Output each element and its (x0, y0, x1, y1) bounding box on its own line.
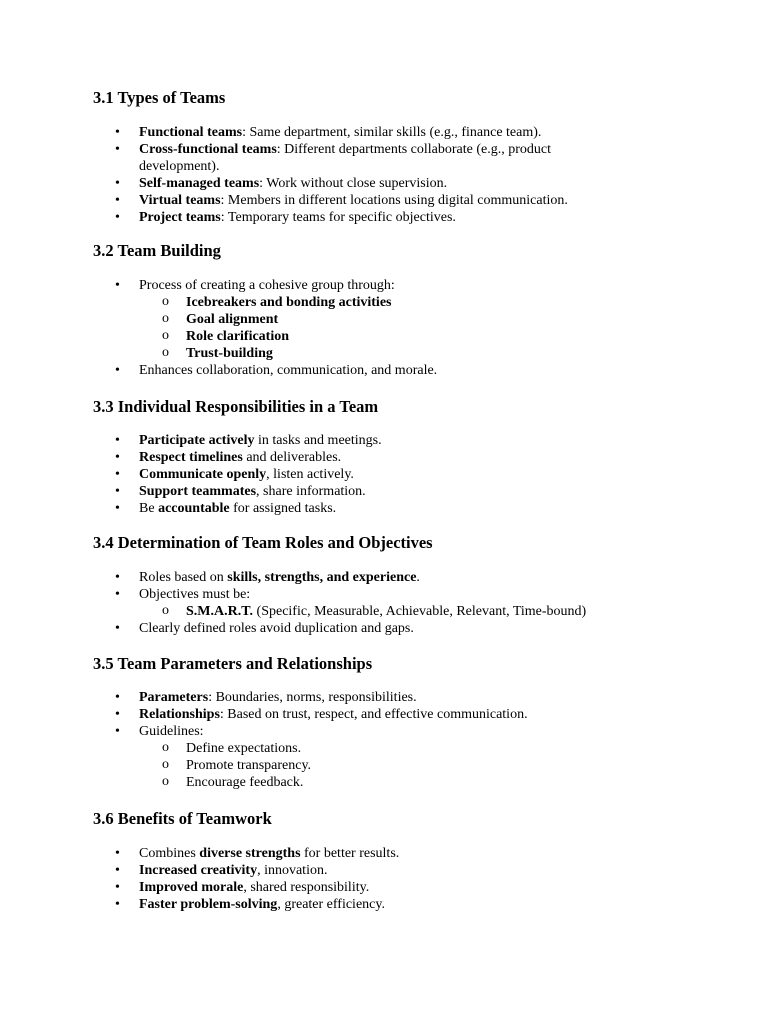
list-item: • Clearly defined roles avoid duplication and gaps. (0, 620, 768, 637)
list-item: • Enhances collaboration, communication, and morale. (0, 362, 768, 379)
list-item: • Functional teams: Same department, similar skills (e.g., finance team). (0, 124, 768, 141)
list-item: • Be accountable for assigned tasks. (0, 500, 768, 517)
sub-list-item: o S.M.A.R.T. (Specific, Measurable, Achievable, Relevant, Time-bound) (0, 603, 768, 620)
bullet-list (0, 432, 768, 517)
list-item: • Respect timelines and deliverables. (0, 449, 768, 466)
list-item: • Cross-functional teams: Different departments collaborate (e.g., product development). (0, 141, 768, 175)
bullet-list (0, 277, 768, 379)
list-item: • Project teams: Temporary teams for specific objectives. (0, 209, 768, 226)
list-item: • Support teammates, share information. (0, 483, 768, 500)
section-heading: 3.5 Team Parameters and Relationships (93, 654, 373, 673)
list-item: • Self-managed teams: Work without close supervision. (0, 175, 768, 192)
sub-list-item: o Promote transparency. (0, 757, 768, 774)
sub-list-item: o Icebreakers and bonding activities (0, 294, 768, 311)
list-item: • Participate actively in tasks and meetings. (0, 432, 768, 449)
list-item: • Relationships: Based on trust, respect, and effective communication. (0, 706, 768, 723)
list-item: • Virtual teams: Members in different locations using digital communication. (0, 192, 768, 209)
sub-list-item: o Role clarification (0, 328, 768, 345)
section-heading: 3.2 Team Building (93, 241, 221, 260)
list-item: • Process of creating a cohesive group through: (0, 277, 768, 294)
list-item: • Faster problem-solving, greater efficiency. (0, 896, 768, 913)
list-item: • Communicate openly, listen actively. (0, 466, 768, 483)
bullet-list (0, 689, 768, 791)
bullet-list (0, 569, 768, 637)
list-item: • Guidelines: (0, 723, 768, 740)
sub-list-item: o Define expectations. (0, 740, 768, 757)
list-item: • Objectives must be: (0, 586, 768, 603)
bullet-list (0, 124, 768, 226)
bullet-list (0, 845, 768, 913)
section-heading: 3.3 Individual Responsibilities in a Team (93, 397, 379, 416)
list-item: • Parameters: Boundaries, norms, responsibilities. (0, 689, 768, 706)
sub-list-item: o Encourage feedback. (0, 774, 768, 791)
sub-list-item: o Goal alignment (0, 311, 768, 328)
section-heading: 3.6 Benefits of Teamwork (93, 809, 272, 828)
section-heading: 3.1 Types of Teams (93, 88, 226, 107)
list-item: • Improved morale, shared responsibility. (0, 879, 768, 896)
list-item: • Roles based on skills, strengths, and experience. (0, 569, 768, 586)
section-heading: 3.4 Determination of Team Roles and Objectives (93, 533, 433, 552)
list-item: • Increased creativity, innovation. (0, 862, 768, 879)
sub-list-item: o Trust-building (0, 345, 768, 362)
list-item: • Combines diverse strengths for better results. (0, 845, 768, 862)
